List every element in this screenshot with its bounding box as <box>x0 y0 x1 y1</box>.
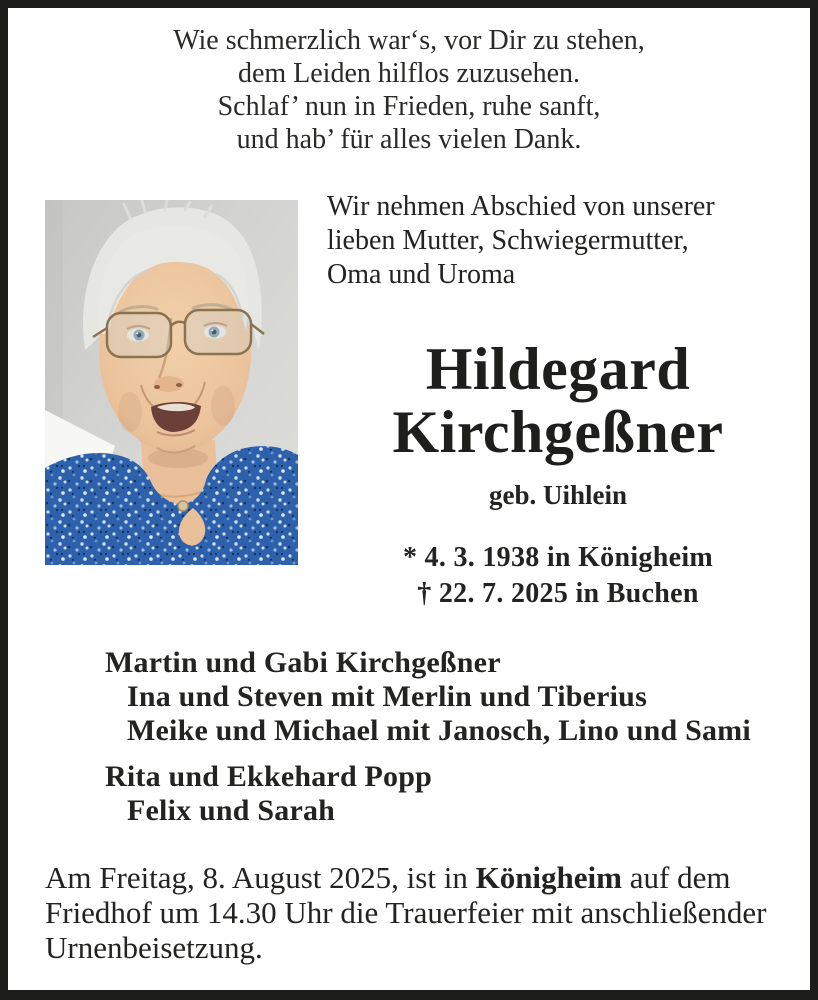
mourner-line: Meike und Michael mit Janosch, Lino und Sami <box>127 714 751 747</box>
life-dates <box>327 540 789 612</box>
mourners-list <box>105 646 751 828</box>
funeral-line <box>45 860 805 895</box>
funeral-location: Königheim <box>475 860 622 895</box>
deceased-first-name: Hildegard <box>425 336 691 402</box>
mourner-line: Ina und Steven mit Merlin und Tiberius <box>127 680 647 713</box>
maiden-name: geb. Uihlein <box>488 480 628 510</box>
funeral-text: Am Freitag, 8. August 2025, ist in <box>45 860 476 895</box>
mourner-line: Rita und Ekkehard Popp <box>105 760 433 793</box>
birth-line: * 4. 3. 1938 in Königheim <box>402 542 714 573</box>
intro-line: lieben Mutter, Schwiegermutter, <box>327 225 689 256</box>
portrait-photo-illustration <box>45 200 298 565</box>
deceased-name <box>327 338 789 464</box>
poem-line: Wie schmerzlich war‘s, vor Dir zu stehen, <box>173 25 645 56</box>
death-line: † 22. 7. 2025 in Buchen <box>417 578 699 609</box>
funeral-text: auf dem <box>621 860 731 895</box>
deceased-last-name: Kirchgeßner <box>392 399 724 465</box>
button <box>178 501 188 511</box>
intro-line: Wir nehmen Abschied von unserer <box>327 191 715 222</box>
funeral-line: Friedhof um 14.30 Uhr die Trauerfeier mit anschließender <box>45 895 767 930</box>
funeral-details <box>45 860 805 965</box>
poem-line: und hab’ für alles vielen Dank. <box>236 124 582 155</box>
portrait-photo <box>45 200 298 565</box>
farewell-intro <box>327 190 789 292</box>
mourner-line: Felix und Sarah <box>127 794 336 827</box>
right-column <box>327 190 789 612</box>
poem-line: dem Leiden hilflos zuzusehen. <box>237 58 581 89</box>
mourner-line: Martin und Gabi Kirchgeßner <box>105 646 501 679</box>
intro-line: Oma und Uroma <box>327 259 516 290</box>
funeral-line: Urnenbeisetzung. <box>45 930 263 965</box>
condolence-poem <box>8 24 810 156</box>
poem-line: Schlaf’ nun in Frieden, ruhe sanft, <box>217 91 601 122</box>
